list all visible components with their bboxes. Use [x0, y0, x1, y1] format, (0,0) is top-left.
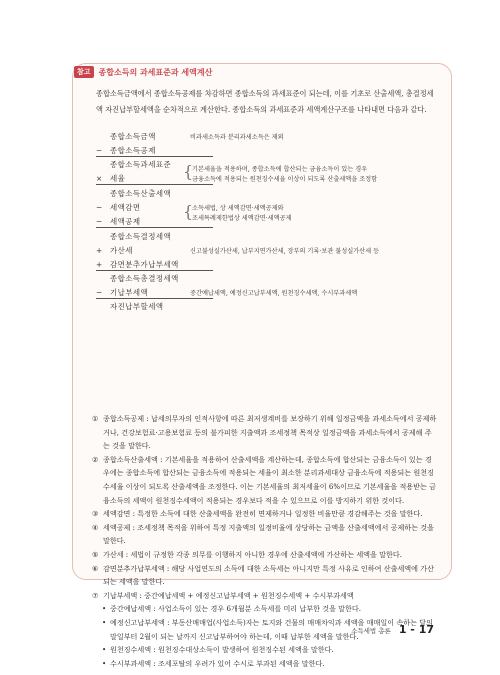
credit-note: 조세특례제한법상 세액감면·세액공제 [192, 215, 292, 222]
page-number: 1 - 17 [398, 623, 434, 636]
diagram-row: +가산세 [96, 246, 133, 255]
reduction-bracket: { [183, 202, 194, 221]
diagram-row: ×세율 [96, 174, 126, 183]
note-item: ④ 세액공제 : 조세정책 목적을 위하여 특정 지출액의 일정비율에 상당하는 금액을 산출세액에서 공제하는 것을 말한다. [92, 522, 434, 546]
income-note: 비과세소득과 분리과세소득은 제외 [190, 134, 284, 141]
penalty-note: 신고불성실가산세, 납부지연가산세, 장부의 기록·보관 불성실가산세 등 [190, 248, 380, 255]
note-item: ⑥ 감면분추가납부세액 : 해당 사업연도의 소득에 대한 소득세는 아니지만 특정 사유로 인하여 산출세액에 가산되는 세액을 말한다. [92, 563, 434, 587]
diagram-divider [96, 156, 213, 157]
reference-tag: 참고 [74, 66, 94, 78]
diagram-row: 종합소득금액 [110, 132, 156, 141]
book-title: 소득세법 총론 [351, 627, 391, 635]
diagram-row: −세액감면 [96, 203, 141, 212]
sub-note-item: • 원천징수세액 : 원천징수대상소득이 발생하여 원천징수된 세액을 말한다. [102, 645, 334, 655]
diagram-row: 종합소득산출세액 [110, 189, 172, 198]
rate-bracket: { [183, 162, 194, 181]
diagram-row: 종합소득과세표준 [110, 160, 172, 169]
diagram-row: 종합소득결정세액 [110, 232, 172, 241]
diagram-divider [96, 227, 213, 228]
note-item: ③ 세액감면 : 특정한 소득에 대한 산출세액을 완전히 면제하거나 일정한 비율만큼 경감해주는 것을 말한다. [92, 509, 423, 519]
page-footer [351, 623, 434, 636]
diagram-row: +감면분추가납부세액 [96, 260, 179, 269]
diagram-divider [96, 184, 213, 185]
section-header [74, 66, 212, 78]
diagram-row: −기납부세액 [96, 288, 149, 297]
note-item: ② 종합소득산출세액 : 기본세율을 적용하여 산출세액을 계산하는데, 종합소득에 합산되는 금융소득이 있는 경우에는 종합소득에 합산되는 금융소득에 적용되는 세율이 최소한 분리과세대상 금융소득에 적용되는 원천징수세율 이상이 되도록 산출세액을 조정한다. 이는 기본세율의 최저세율이 6%이므로 기본세율을 적용받는 금융소득의 세액이 원천징수세액이 적용되는 경우보다 적을 수 있으므로 이를 방지하기 위한 것이다. [92, 454, 436, 505]
intro-paragraph: 종합소득금액에서 종합소득공제를 차감하면 종합소득의 과세표준이 되는데, 이를 기초로 산출세액, 총결정세액 자진납부할세액을 순차적으로 계산한다. 종합소득의 과세표준과 세액계산구조를 나타내면 다음과 같다. [96, 89, 434, 114]
note-item: ⑦ 기납부세액 : 중간예납세액 + 예정신고납부세액 + 원천징수세액 + 수시부과세액 [92, 590, 354, 600]
diagram-row: −세액공제 [96, 217, 141, 226]
diagram-row: 자진납부할세액 [110, 302, 164, 311]
sub-note-item: • 수시부과세액 : 조세포탈의 우려가 있어 수시로 부과된 세액을 말한다. [102, 658, 325, 668]
diagram-row: 종합소득총결정세액 [110, 274, 179, 283]
diagram-row: −종합소득공제 [96, 146, 156, 155]
diagram-divider [96, 270, 213, 271]
diagram-divider [96, 298, 213, 299]
sub-note-item: • 예정신고납부세액 : 부동산매매업(사업소득)자는 토지와 건물의 매매차익과 세액을 매매일이 속하는 달의 말일부터 2월이 되는 날까지 신고납부하여야 하는데, 이때 납부한 세액을 말한다. [102, 617, 433, 641]
note-item: ⑤ 가산세 : 세법이 규정한 각종 의무를 이행하지 아니한 경우에 산출세액에 가산하는 세액을 말한다. [92, 549, 402, 559]
reduction-note: 소득세법, 상 세액감면·세액공제와 [192, 205, 284, 212]
sub-note-item: • 중간예납세액 : 사업소득이 있는 경우 6개월분 소득세를 미리 납부한 것을 말한다. [102, 604, 361, 614]
rate-note-line1: 기본세율을 적용하며, 종합소득에 합산되는 금융소득이 있는 경우 [192, 166, 368, 173]
rate-note-line2: 금융소득에 적용되는 원천징수세율 이상이 되도록 산출세액을 조정함 [192, 176, 378, 183]
prepaid-note: 중간예납세액, 예정신고납부세액, 원천징수세액, 수시부과세액 [190, 290, 358, 297]
section-title: 종합소득의 과세표준과 세액계산 [98, 67, 213, 77]
note-item: ① 종합소득공제 : 납세의무자의 인적사항에 따른 최저생계비를 보장하기 위해 일정금액을 과세소득에서 공제하거나, 건강보험료·고용보험료 등의 불가피한 지출액과 조세정책 목적상 일정금액을 과세소득에서 공제해 주는 것을 말한다. [92, 414, 437, 451]
